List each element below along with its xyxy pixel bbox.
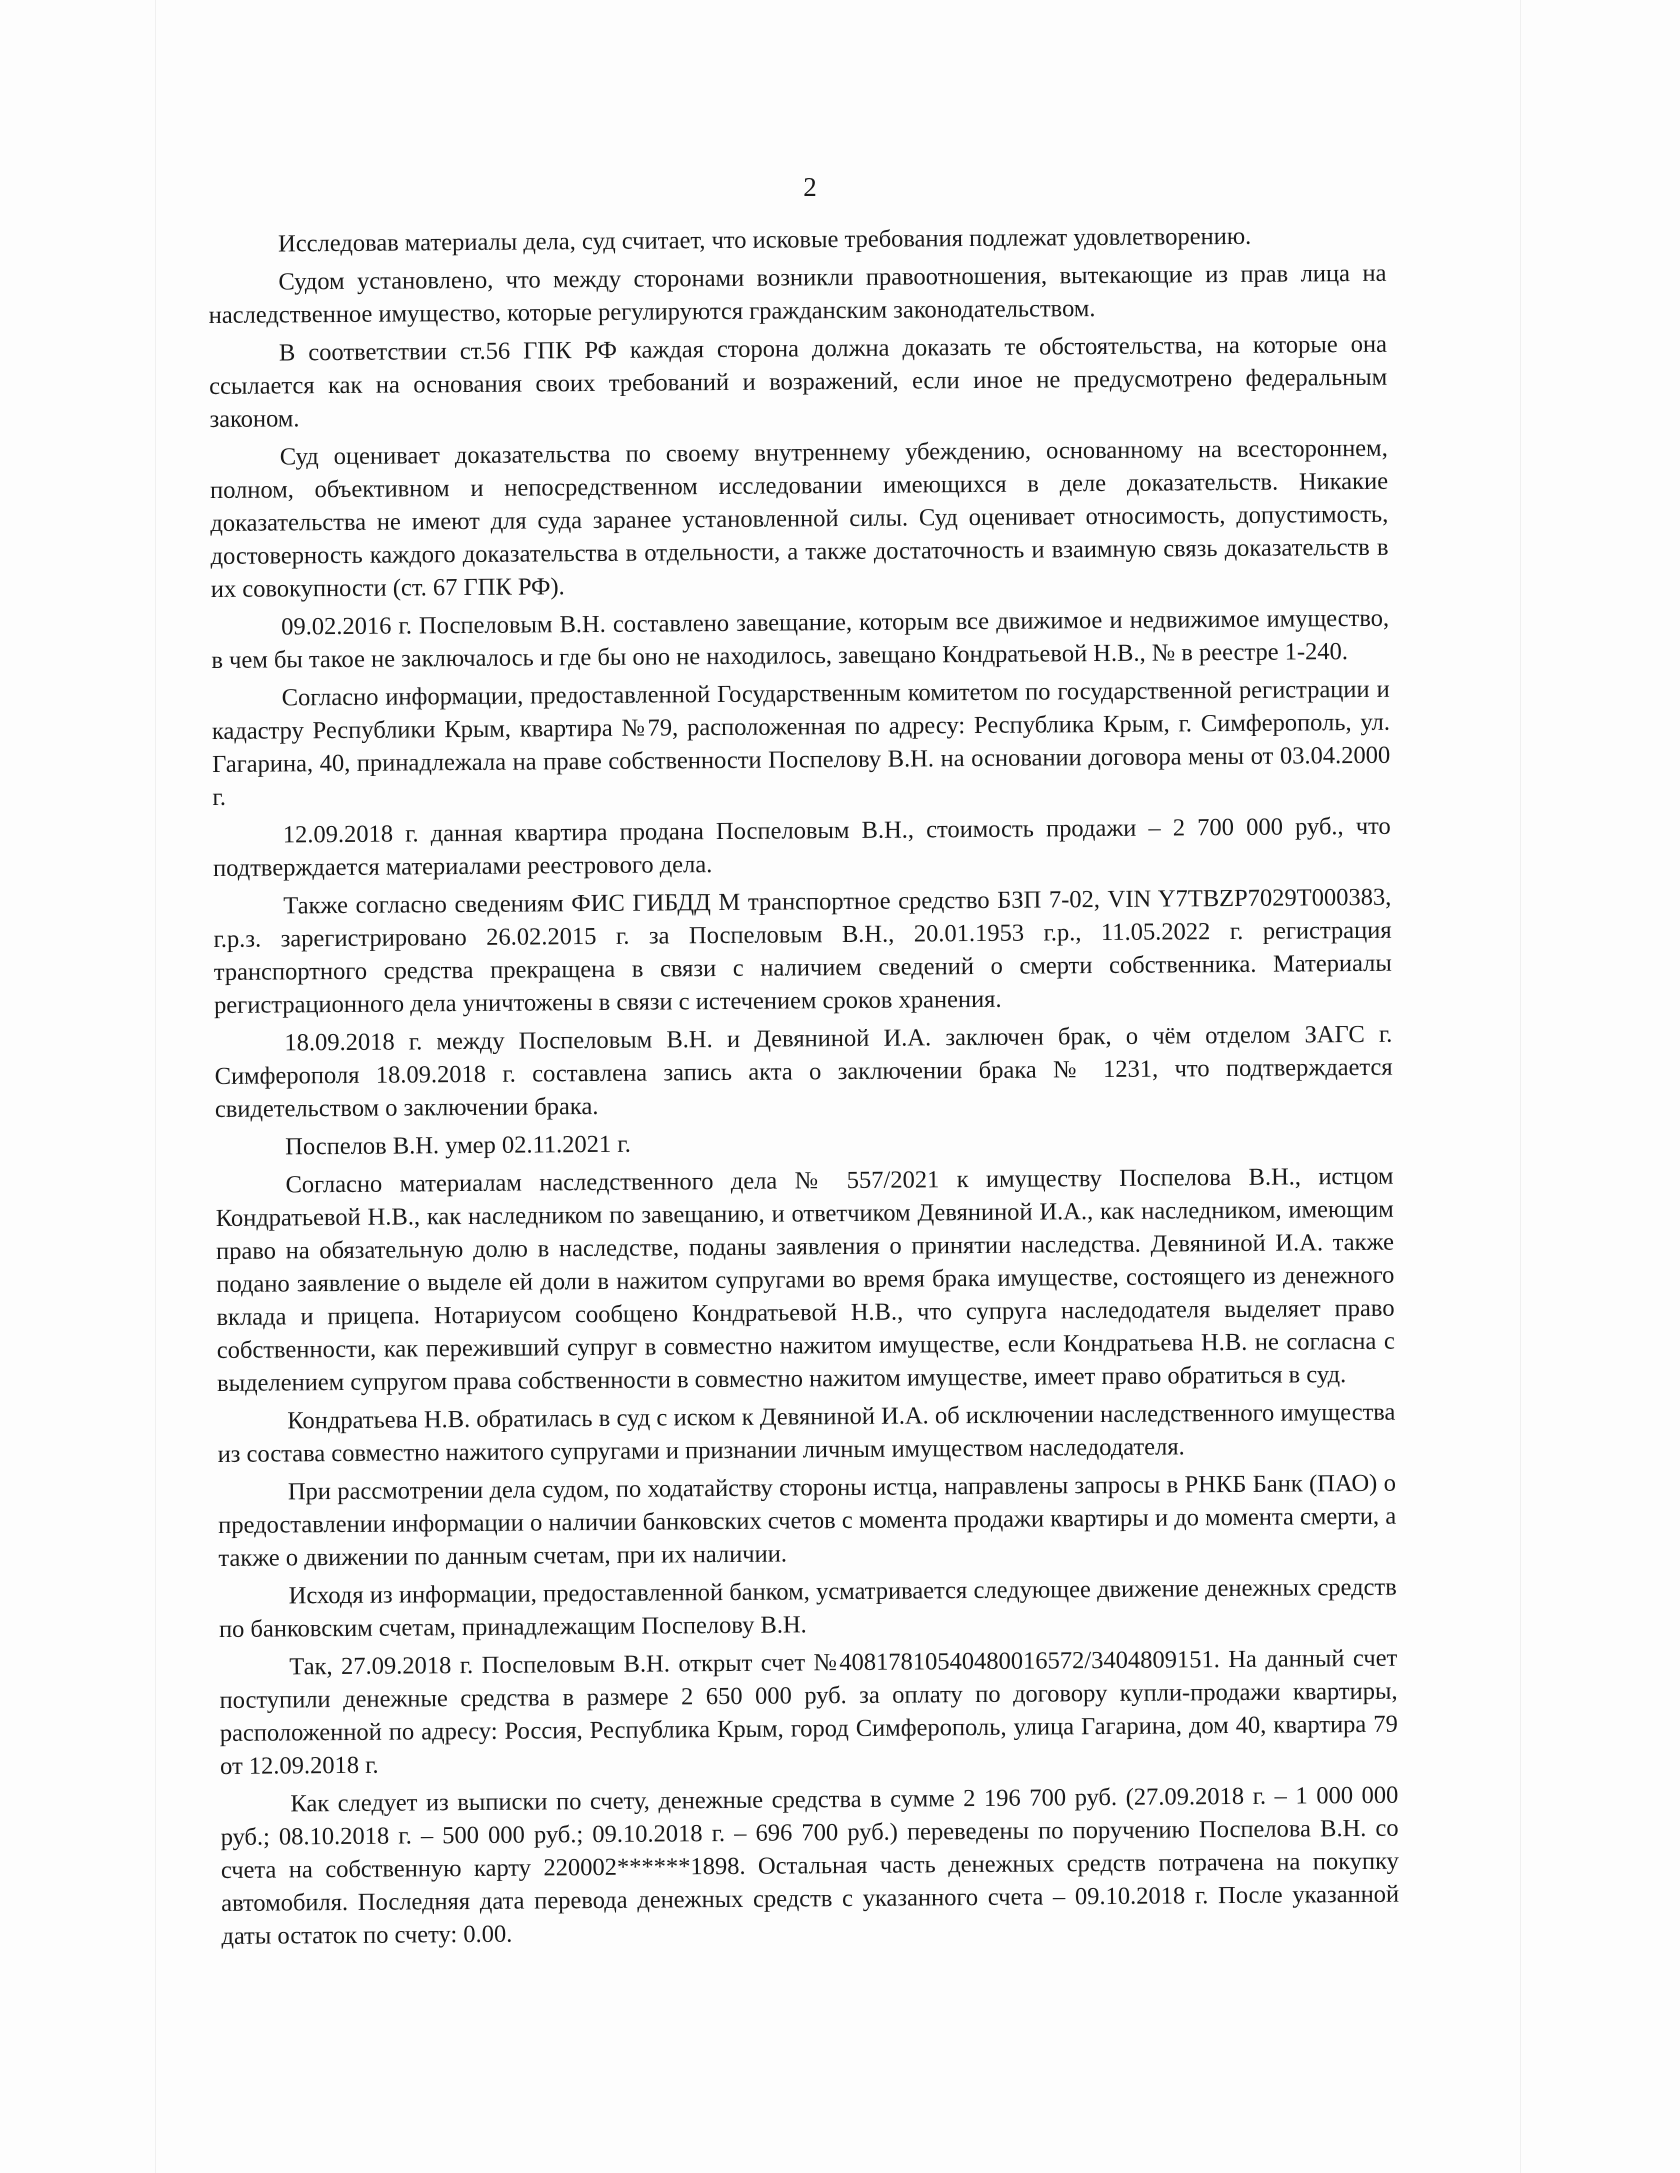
paragraph: Исследовав материалы дела, суд считает, что исковые требования подлежат удовлетворению. [278, 222, 1252, 258]
scan-edge-left [155, 0, 156, 2173]
paragraph: Согласно информации, предоставленной Государственным комитетом по государственной регистрации и кадастру Республики Крым, квартира №79, расположенная по адресу: Республика Крым, г. Симферополь, ул. Гагарина, 40, принадлежала на праве собственности Поспелову В.Н. на основании договора мены от 03.04.2000 г. [211, 675, 1391, 811]
page-number: 2 [803, 172, 817, 202]
paragraph: 09.02.2016 г. Поспеловым В.Н. составлено завещание, которым все движимое и недвижимое имущество, в чем бы такое не заключалось и где бы оно не находилось, завещано Кондратьевой Н.В., № в реестре 1-240. [211, 604, 1390, 674]
paragraph: Исходя из информации, предоставленной банком, усматривается следующее движение денежных средств по банковским счетам, принадлежащим Поспелову В.Н. [218, 1573, 1397, 1643]
scan-edge-right [1520, 0, 1521, 2173]
paragraph: 18.09.2018 г. между Поспеловым В.Н. и Девяниной И.А. заключен брак, о чём отделом ЗАГС г. Симферополя 18.09.2018 г. составлена запись акта о заключении брака № 1231, что подтверждается свидетельством о заключении брака. [214, 1020, 1393, 1123]
paragraph: Поспелов В.Н. умер 02.11.2021 г. [285, 1130, 631, 1161]
paragraph: При рассмотрении дела судом, по ходатайству стороны истца, направлены запросы в РНКБ Банк (ПАО) о предоставлении информации о наличии банковских счетов с момента продажи квартиры и до момента смерти, а также о движении по данным счетам, при их наличии. [218, 1469, 1397, 1572]
paragraph: Суд оценивает доказательства по своему внутреннему убеждению, основанному на всестороннем, полном, объективном и непосредственном исследовании имеющихся в деле доказательств. Никакие доказательства не имеют для суда заранее установленной силы. Суд оценивает относимость, допустимость, достоверность каждого доказательства в отдельности, а также достаточность и взаимную связь доказательств в их совокупности (ст. 67 ГПК РФ). [209, 434, 1389, 603]
reverse-side-bleed-through [540, 100, 1000, 160]
paragraph: Как следует из выписки по счету, денежные средства в сумме 2 196 700 руб. (27.09.2018 г. – 1 000 000 руб.; 08.10.2018 г. – 500 000 руб.; 09.10.2018 г. – 696 700 руб.) переведены по поручению Поспелова В.Н. со счета на собственную карту 220002******1898. Остальная часть денежных средств потрачена на покупку автомобиля. Последняя дата перевода денежных средств с указанного счета – 09.10.2018 г. После указанной даты остаток по счету: 0.00. [220, 1781, 1400, 1950]
paragraph: Согласно материалам наследственного дела № 557/2021 к имуществу Поспелова В.Н., истцом Кондратьевой Н.В., как наследником по завещанию, и ответчиком Девяниной И.А., как наследником, имеющим право на обязательную долю в наследстве, поданы заявления о принятии наследства. Девяниной И.А. также подано заявление о выделе ей доли в нажитом супругами во время брака имуществе, состоящего из денежного вклада и прицепа. Нотариусом сообщено Кондратьевой Н.В., что супруга наследодателя выделяет право собственности, как переживший супруг в совместно нажитом имуществе, если Кондратьева Н.В. не согласна с выделением супругом права собственности в совместно нажитом имуществе, имеет право обратиться в суд. [215, 1162, 1395, 1397]
paragraph: Судом установлено, что между сторонами возникли правоотношения, вытекающие из прав лица на наследственное имущество, которые регулируются гражданским законодательством. [208, 259, 1387, 329]
document-body [208, 219, 1400, 1958]
paragraph: 12.09.2018 г. данная квартира продана Поспеловым В.Н., стоимость продажи – 2 700 000 руб., что подтверждается материалами реестрового дела. [212, 812, 1391, 882]
paragraph: В соответствии ст.56 ГПК РФ каждая сторона должна доказать те обстоятельства, на которые она ссылается как на основания своих требований и возражений, если иное не предусмотрено федеральным законом. [209, 330, 1388, 433]
paragraph: Кондратьева Н.В. обратилась в суд с иском к Девяниной И.А. об исключении наследственного имущества из состава совместно нажитого супругами и признании личным имуществом наследодателя. [217, 1398, 1396, 1468]
paragraph: Также согласно сведениям ФИС ГИБДД М транспортное средство БЗП 7-02, VIN Y7TBZP7029T000383, г.р.з. зарегистрировано 26.02.2015 г. за Поспеловым В.Н., 20.01.1953 г.р., 11.05.2022 г. регистрация транспортного средства прекращена в связи с наличием сведений о смерти собственника. Материалы регистрационного дела уничтожены в связи с истечением сроков хранения. [213, 883, 1392, 1019]
paragraph: Так, 27.09.2018 г. Поспеловым В.Н. открыт счет №40817810540480016572/3404809151. На данный счет поступили денежные средства в размере 2 650 000 руб. за оплату по договору купли-продажи квартиры, расположенной по адресу: Россия, Республика Крым, город Симферополь, улица Гагарина, дом 40, квартира 79 от 12.09.2018 г. [219, 1644, 1398, 1780]
